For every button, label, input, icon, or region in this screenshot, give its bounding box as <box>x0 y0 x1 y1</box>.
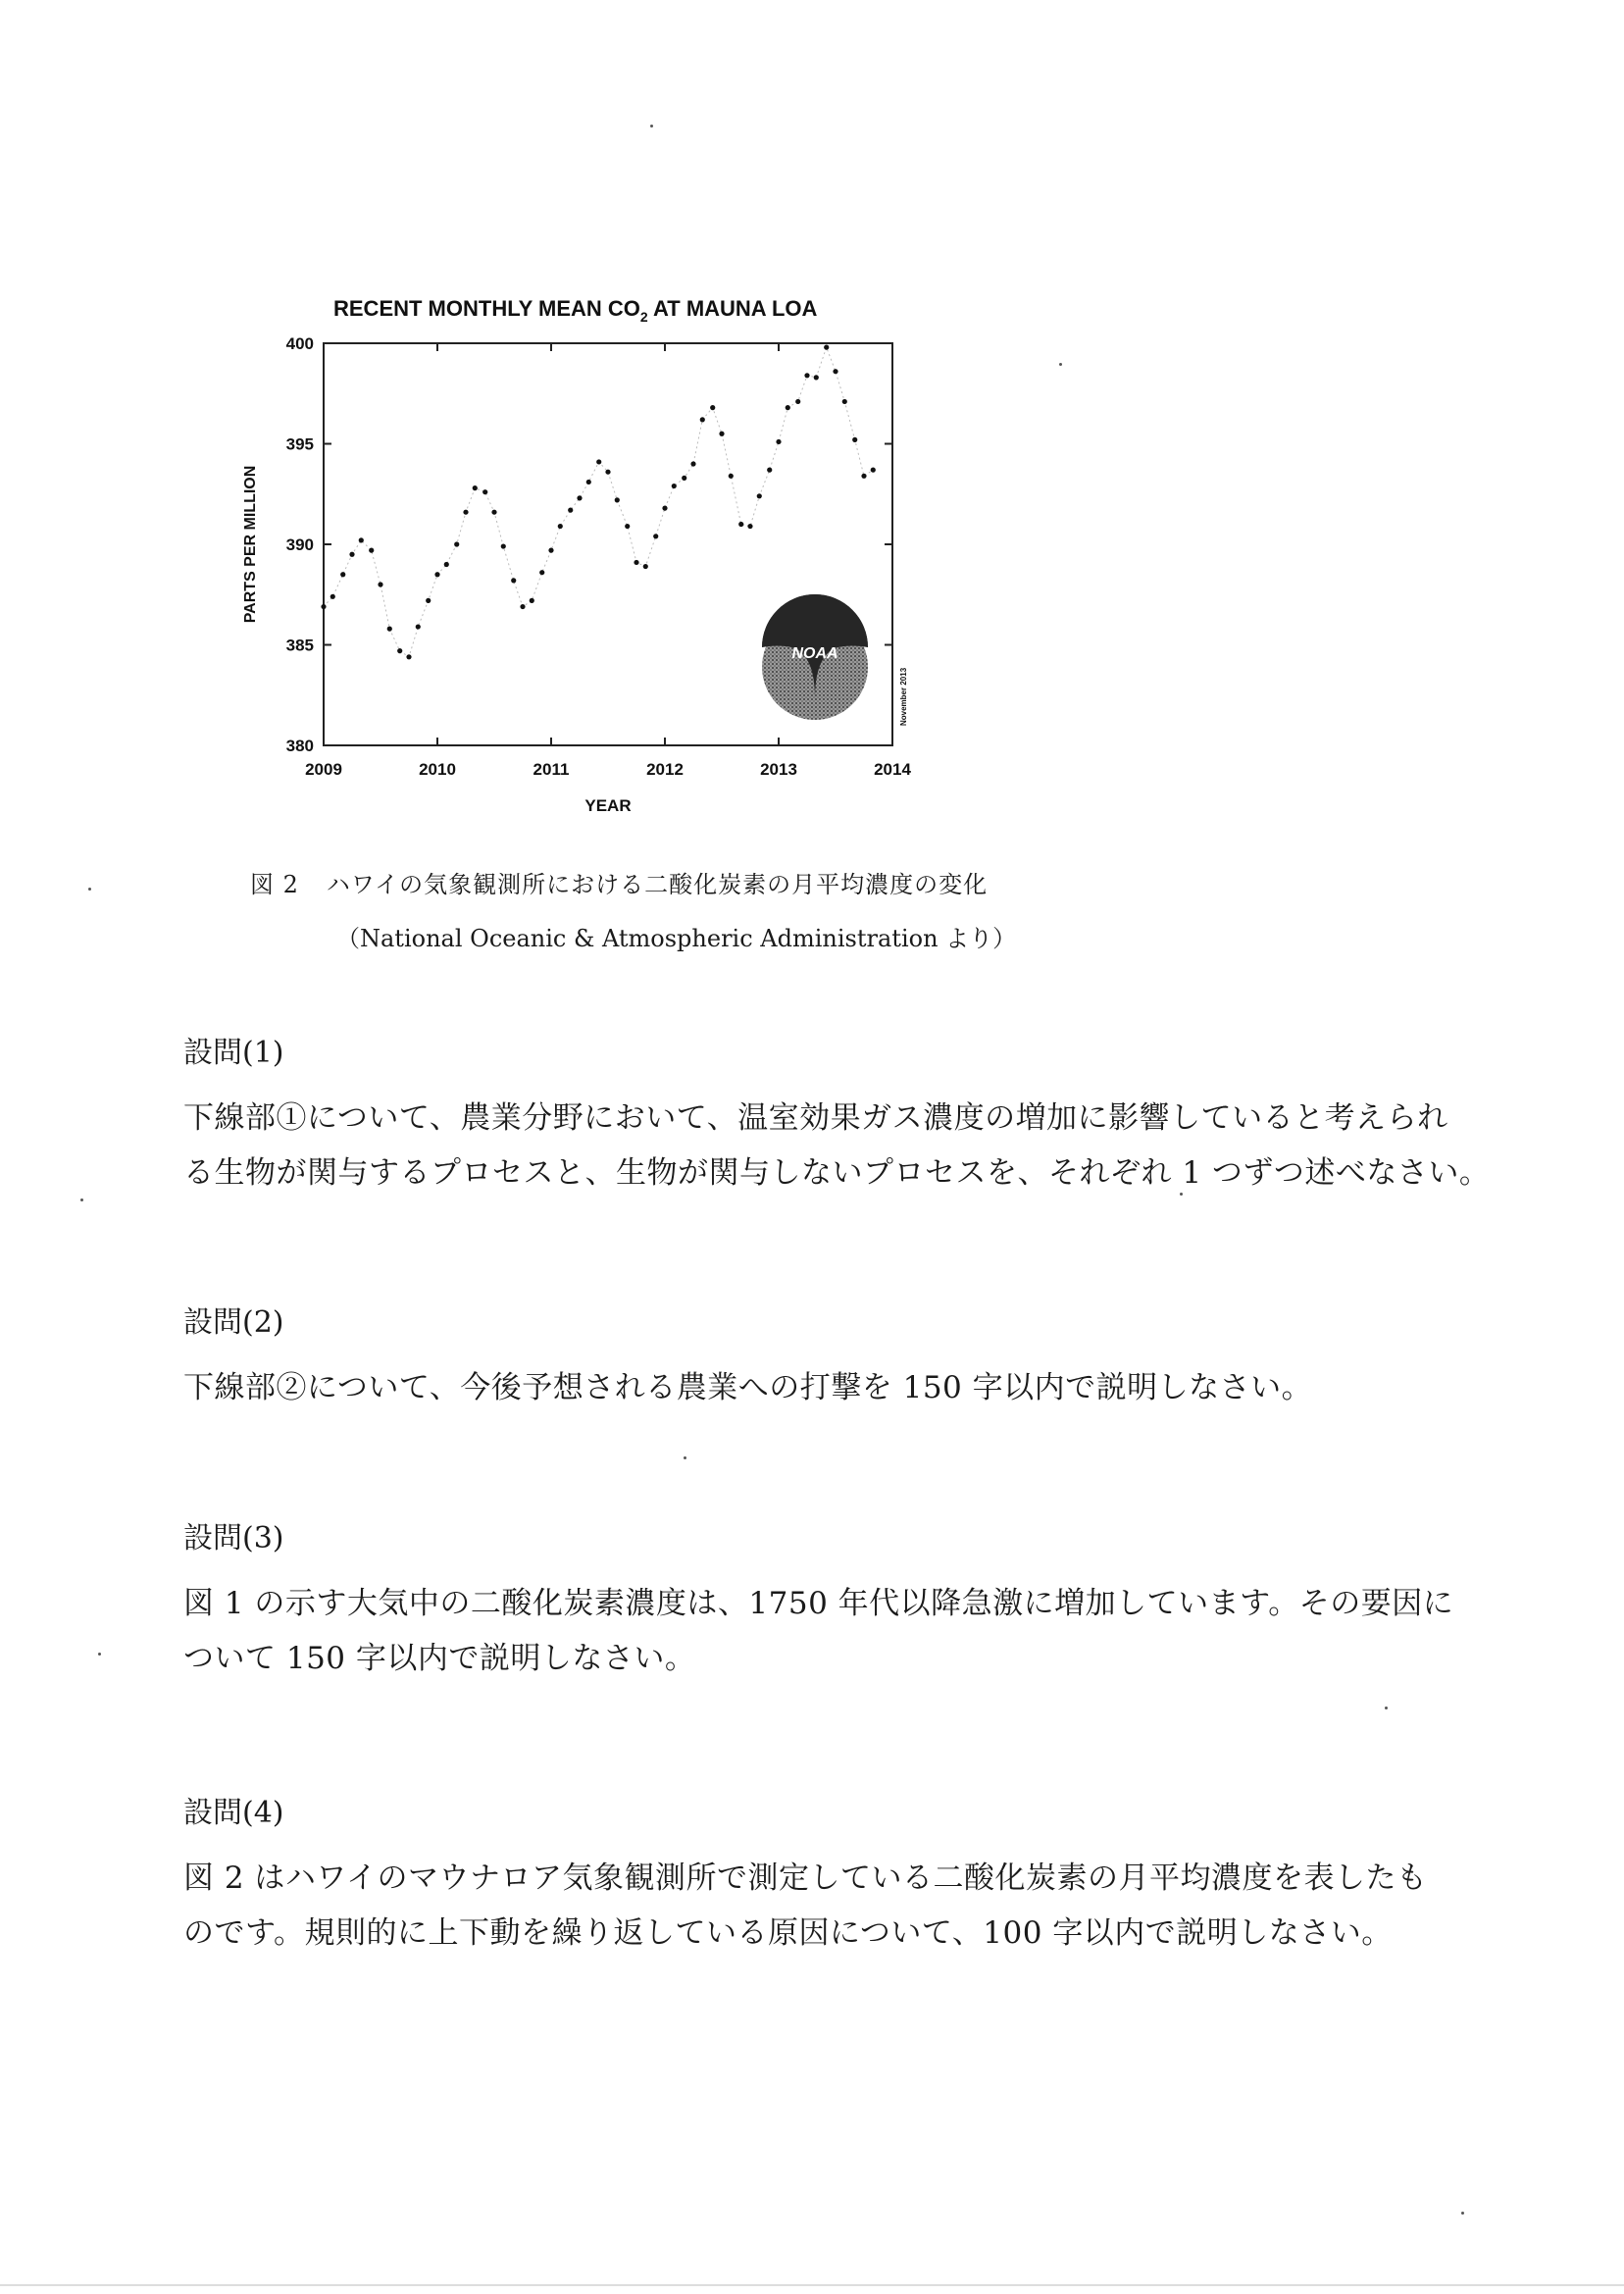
data-point <box>340 572 345 577</box>
x-tick-label: 2012 <box>646 760 684 779</box>
noaa-logo <box>762 594 868 720</box>
scan-speck <box>88 888 91 891</box>
data-point <box>662 506 667 511</box>
y-tick-label: 400 <box>285 334 314 353</box>
x-tick-label: 2009 <box>305 760 342 779</box>
data-point <box>397 648 402 653</box>
data-point <box>548 548 553 553</box>
data-point <box>454 541 459 546</box>
data-point <box>416 624 421 629</box>
question-heading: 設問(3) <box>183 1521 284 1555</box>
data-point <box>378 582 382 586</box>
question-line: 図 2 はハワイのマウナロア気象観測所で測定している二酸化炭素の月平均濃度を表したも <box>183 1861 1428 1896</box>
question-heading: 設問(1) <box>183 1036 284 1070</box>
data-point <box>321 604 326 609</box>
x-axis-label: YEAR <box>584 796 632 815</box>
data-point <box>795 399 800 404</box>
question-body <box>183 1360 1537 1415</box>
data-point <box>682 476 686 481</box>
data-point <box>434 572 439 577</box>
question-line: 図 1 の示す大気中の二酸化炭素濃度は、1750 年代以降急激に増加しています。その要因に <box>183 1586 1454 1621</box>
data-point <box>605 470 610 475</box>
data-point <box>558 524 563 529</box>
data-point <box>672 484 677 488</box>
x-tick-label: 2014 <box>874 760 911 779</box>
question-body <box>183 1851 1537 1961</box>
figure-source: （National Oceanic & Atmospheric Administration より） <box>336 925 1017 952</box>
data-point <box>577 495 582 500</box>
figure-caption-text: ハワイの気象観測所における二酸化炭素の月平均濃度の変化 <box>326 871 989 898</box>
data-point <box>539 570 544 575</box>
x-tick-label: 2011 <box>533 760 570 779</box>
data-point <box>359 537 364 542</box>
data-point <box>833 369 837 374</box>
figure-number: 図 2 <box>250 871 299 898</box>
data-point <box>463 510 468 515</box>
data-point <box>530 598 534 603</box>
question-line: 下線部②について、今後予想される農業への打撃を 150 字以内で説明しなさい。 <box>183 1370 1313 1405</box>
y-tick-label: 395 <box>285 434 314 454</box>
question-line: る生物が関与するプロセスと、生物が関与しないプロセスを、それぞれ 1 つずつ述べなさい。 <box>183 1155 1491 1191</box>
data-point <box>643 564 648 569</box>
data-point <box>710 405 715 410</box>
page-bottom-edge <box>0 2284 1624 2286</box>
question-2 <box>183 1298 1537 1415</box>
data-point <box>615 497 620 502</box>
data-point <box>814 375 819 380</box>
question-heading: 設問(4) <box>183 1796 284 1830</box>
data-point <box>596 459 601 464</box>
data-point <box>625 524 630 529</box>
data-point <box>747 524 752 529</box>
scan-speck <box>684 1456 686 1459</box>
scan-speck <box>80 1198 83 1201</box>
y-tick-label: 385 <box>285 636 314 655</box>
data-point <box>700 417 705 422</box>
chart-date-note: November 2013 <box>899 667 908 726</box>
data-point <box>653 534 658 538</box>
question-line: 下線部①について、農業分野において、温室効果ガス濃度の増加に影響していると考えられ <box>183 1100 1448 1136</box>
y-tick-label: 380 <box>285 737 314 755</box>
x-tick-label: 2010 <box>419 760 456 779</box>
data-point <box>511 578 516 583</box>
question-line: のです。規則的に上下動を繰り返している原因について、100 字以内で説明しなさい。 <box>183 1915 1393 1951</box>
data-point <box>804 373 809 378</box>
scan-speck <box>1385 1707 1388 1709</box>
data-point <box>824 345 829 350</box>
data-point <box>776 439 781 444</box>
question-1 <box>183 1028 1537 1200</box>
data-point <box>491 510 496 515</box>
data-point <box>842 399 847 404</box>
scan-speck <box>1059 363 1062 366</box>
question-line: ついて 150 字以内で説明しなさい。 <box>183 1641 696 1676</box>
data-point <box>482 489 487 494</box>
y-axis-label: PARTS PER MILLION <box>242 465 259 624</box>
scan-speck <box>1180 1193 1183 1196</box>
co2-chart <box>226 284 932 834</box>
data-point <box>786 405 790 410</box>
data-point <box>757 493 762 498</box>
data-point <box>634 560 638 565</box>
data-point <box>387 627 392 632</box>
scan-speck <box>1461 2212 1464 2215</box>
data-point <box>501 543 506 548</box>
data-point <box>852 437 857 442</box>
data-point <box>729 474 734 479</box>
data-point <box>767 468 772 473</box>
scan-speck <box>98 1653 101 1656</box>
data-point <box>586 480 591 484</box>
chart-title: RECENT MONTHLY MEAN $CO_2$ AT MAUNA LOA <box>333 296 818 325</box>
data-point <box>690 461 695 466</box>
data-point <box>738 522 743 527</box>
data-point <box>406 654 411 659</box>
question-heading: 設問(2) <box>183 1305 284 1340</box>
question-3 <box>183 1513 1537 1686</box>
question-body <box>183 1091 1537 1200</box>
scan-speck <box>650 125 653 127</box>
data-point <box>719 432 724 436</box>
data-point <box>349 552 354 557</box>
chart-title-subscript: 2 <box>639 309 648 325</box>
x-tick-label: 2013 <box>760 760 797 779</box>
question-body <box>183 1576 1537 1686</box>
data-point <box>426 598 431 603</box>
data-point <box>330 594 335 599</box>
data-point <box>568 508 573 513</box>
y-tick-label: 390 <box>285 535 314 554</box>
data-point <box>520 604 525 609</box>
data-point <box>473 485 478 490</box>
question-4 <box>183 1788 1537 1961</box>
data-point <box>369 548 374 553</box>
data-point <box>871 468 876 473</box>
noaa-logo-text: NOAA <box>791 645 838 662</box>
figure-caption <box>250 865 988 899</box>
data-point <box>861 474 866 479</box>
data-point <box>444 562 449 567</box>
